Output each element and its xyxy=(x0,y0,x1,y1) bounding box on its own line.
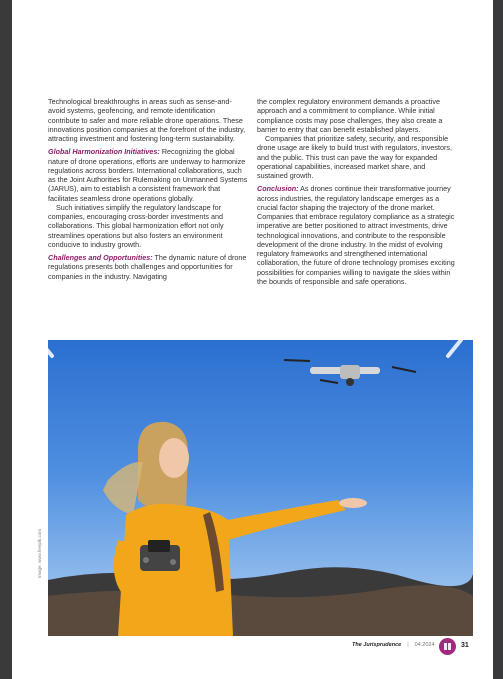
page-number: 31 xyxy=(461,642,469,649)
issue-date: 04.2024 xyxy=(414,642,435,648)
page-footer: The Jurisprudence | 04.2024 xyxy=(352,642,435,648)
right-column xyxy=(257,97,457,286)
paragraph: Conclusion: As drones continue their transformative journey across industries, the regulatory landscape emerges as a crucial factor shaping the trajectory of the drone market. Companies that embrace regulatory compliance as a strategic imperative are better positioned to attract investments, drive technological innovations, and contribute to the responsible development of the drone industry. In the midst of evolving regulatory frameworks and strengthened international collaboration, the future of drone technology promises exciting possibilities for companies willing to navigate the skies within the bounds of responsible and safe operations. xyxy=(257,184,455,286)
paragraph: Such initiatives simplify the regulatory landscape for companies, encouraging cross-border investments and collaborations. This global harmonization effort not only streamlines operations but also fosters an environment conducive to industry growth. xyxy=(48,202,224,249)
left-column xyxy=(48,97,248,281)
chevron-left-icon xyxy=(34,320,56,360)
journal-name: The Jurisprudence xyxy=(352,642,402,648)
photo-illustration xyxy=(48,340,473,636)
section-heading: Global Harmonization Initiatives: xyxy=(48,147,160,157)
drone-icon xyxy=(284,360,416,386)
paragraph: Challenges and Opportunities: The dynamic nature of drone regulations presents both challenges and opportunities for companies in the industry. Navigating xyxy=(48,253,247,281)
paragraph: Companies that prioritize safety, security, and responsible drone usage are likely to build trust with regulators, investors, and the public. This trust can pave the way for expanded operational capabilities, increased market share, and sustained growth. xyxy=(257,134,452,180)
magazine-page xyxy=(12,0,493,679)
section-heading: Challenges and Opportunities: xyxy=(48,253,153,262)
section-heading: Conclusion: xyxy=(257,184,299,194)
previous-page-button[interactable] xyxy=(30,318,60,362)
drone-photo xyxy=(48,340,473,636)
paragraph: the complex regulatory environment demands a proactive approach and a commitment to compliance. While initial compliance costs may pose challenges, they also create a barrier to entry that can benefit established players. xyxy=(257,97,443,134)
paragraph: Global Harmonization Initiatives: Recognizing the global nature of drone operations, efforts are underway to harmonize regulations across borders. International collaborations, such as the Joint Authorities for Rulemaking on Unmanned Systems (JARUS), aim to establish a consistent framework that facilitates seamless drone operations globally. xyxy=(48,147,248,203)
image-credit: Image: www.freepik.com xyxy=(37,528,42,578)
logo-badge-icon xyxy=(439,638,456,655)
next-page-button[interactable] xyxy=(440,318,470,362)
paragraph: Technological breakthroughs in areas such as sense-and-avoid systems, geofencing, and remote identification contribute to safer and more reliable drone operations. These innovations position companies at the forefront of the industry, attracting investment and fostering long-term sustainability. xyxy=(48,97,246,143)
chevron-right-icon xyxy=(444,320,466,360)
